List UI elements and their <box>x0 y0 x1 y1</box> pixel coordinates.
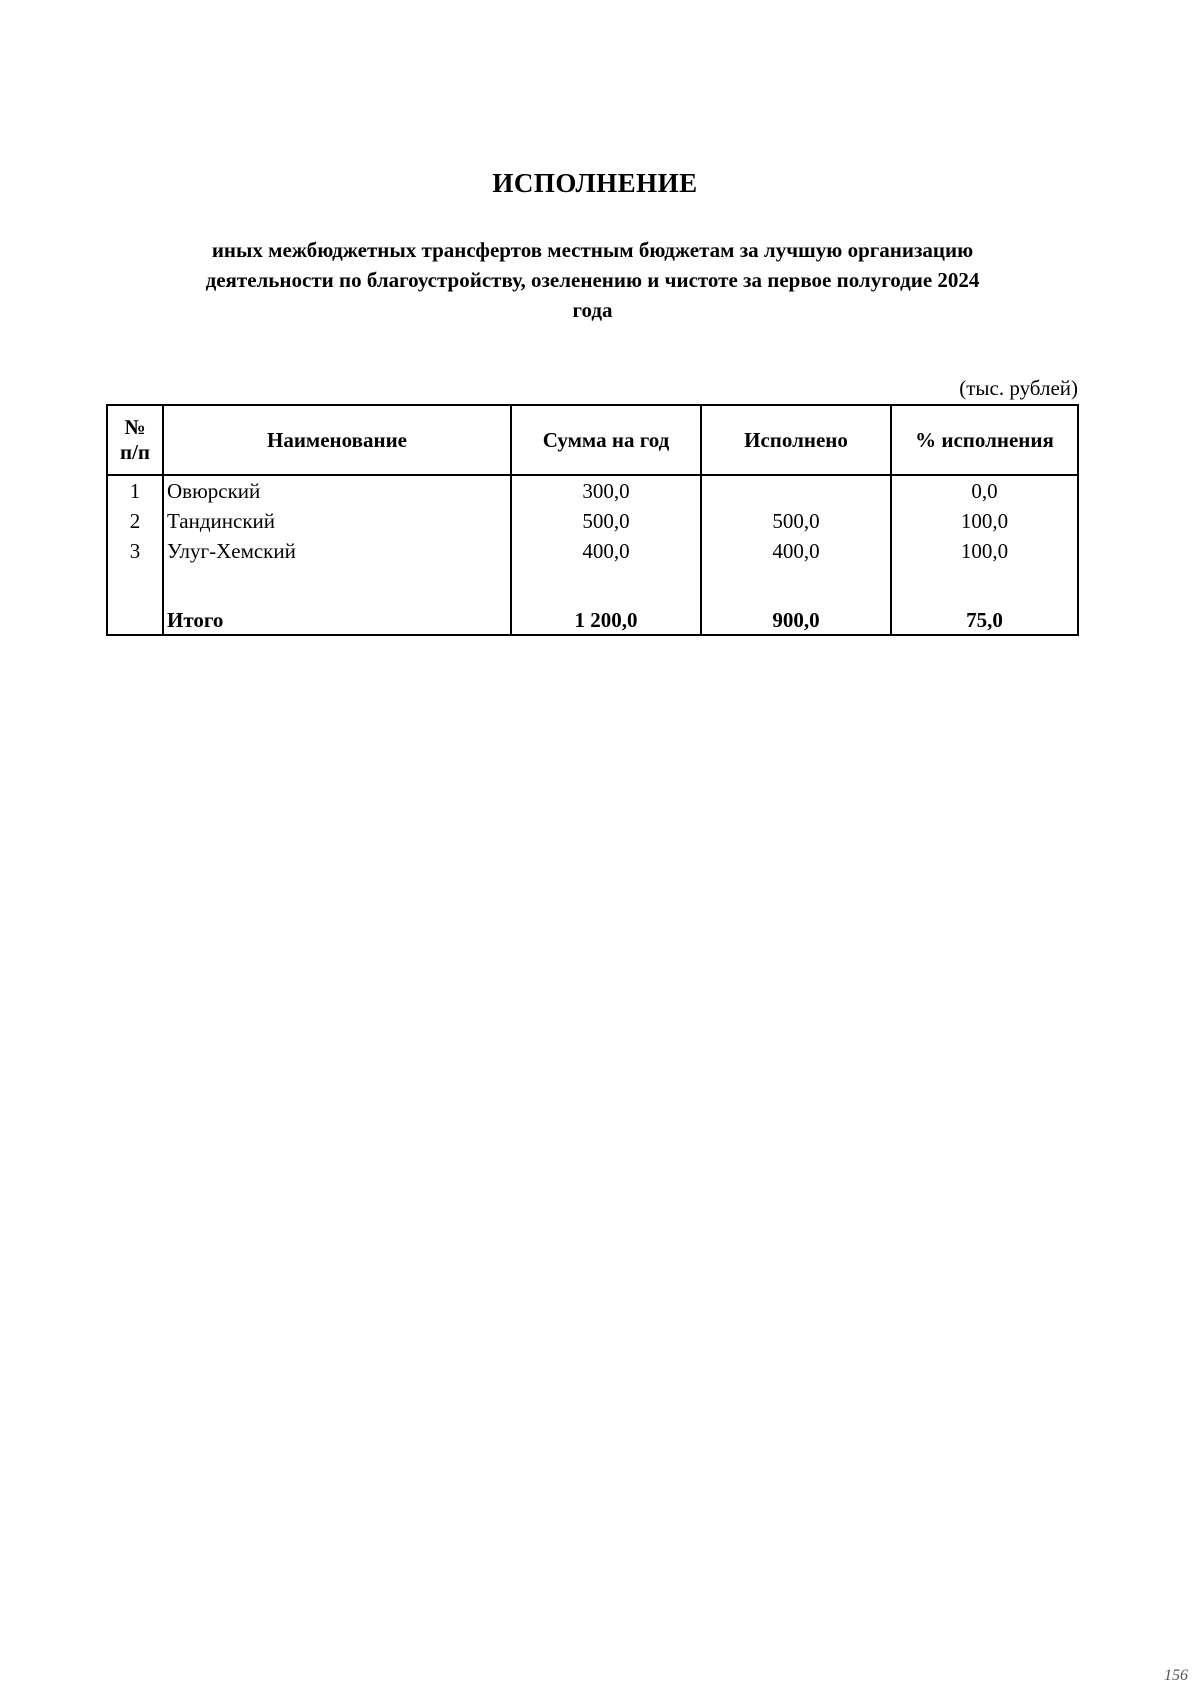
row-name: Тандинский <box>163 506 511 536</box>
page-title: ИСПОЛНЕНИЕ <box>492 168 698 198</box>
row-pct: 100,0 <box>891 506 1078 536</box>
table-header-row <box>107 405 1078 475</box>
total-name: Итого <box>163 600 511 635</box>
row-number: 2 <box>107 506 163 536</box>
table-spacer-row <box>107 566 1078 600</box>
units-label: (тыс. рублей) <box>959 376 1078 400</box>
row-done: 500,0 <box>701 506 891 536</box>
table-row <box>107 506 1078 536</box>
row-sum: 500,0 <box>511 506 701 536</box>
header-name: Наименование <box>163 405 511 475</box>
header-done: Исполнено <box>701 405 891 475</box>
header-number-line-2: п/п <box>119 440 151 464</box>
page-number: 156 <box>1164 1667 1188 1684</box>
row-number: 1 <box>107 475 163 506</box>
execution-table <box>106 404 1079 636</box>
header-number-line-1: № <box>124 415 146 439</box>
row-sum: 400,0 <box>511 536 701 566</box>
row-pct: 0,0 <box>891 475 1078 506</box>
table-row <box>107 475 1078 506</box>
row-name: Овюрский <box>163 475 511 506</box>
subtitle-line-2: деятельности по благоустройству, озеленению и чистоте за первое полугодие 2024 <box>205 268 980 292</box>
table-total-row <box>107 600 1078 635</box>
subtitle-line-1: иных межбюджетных трансфертов местным бюджетам за лучшую организацию <box>211 238 974 262</box>
row-number: 3 <box>107 536 163 566</box>
header-sum: Сумма на год <box>511 405 701 475</box>
table-row <box>107 536 1078 566</box>
total-sum: 1 200,0 <box>511 600 701 635</box>
total-number <box>107 600 163 635</box>
document-subtitle <box>100 235 1085 325</box>
total-pct: 75,0 <box>891 600 1078 635</box>
total-done: 900,0 <box>701 600 891 635</box>
header-pct: % исполнения <box>891 405 1078 475</box>
row-name: Улуг-Хемский <box>163 536 511 566</box>
row-done <box>701 475 891 506</box>
row-pct: 100,0 <box>891 536 1078 566</box>
row-done: 400,0 <box>701 536 891 566</box>
subtitle-line-3: года <box>572 298 613 322</box>
row-sum: 300,0 <box>511 475 701 506</box>
header-number <box>107 405 163 475</box>
